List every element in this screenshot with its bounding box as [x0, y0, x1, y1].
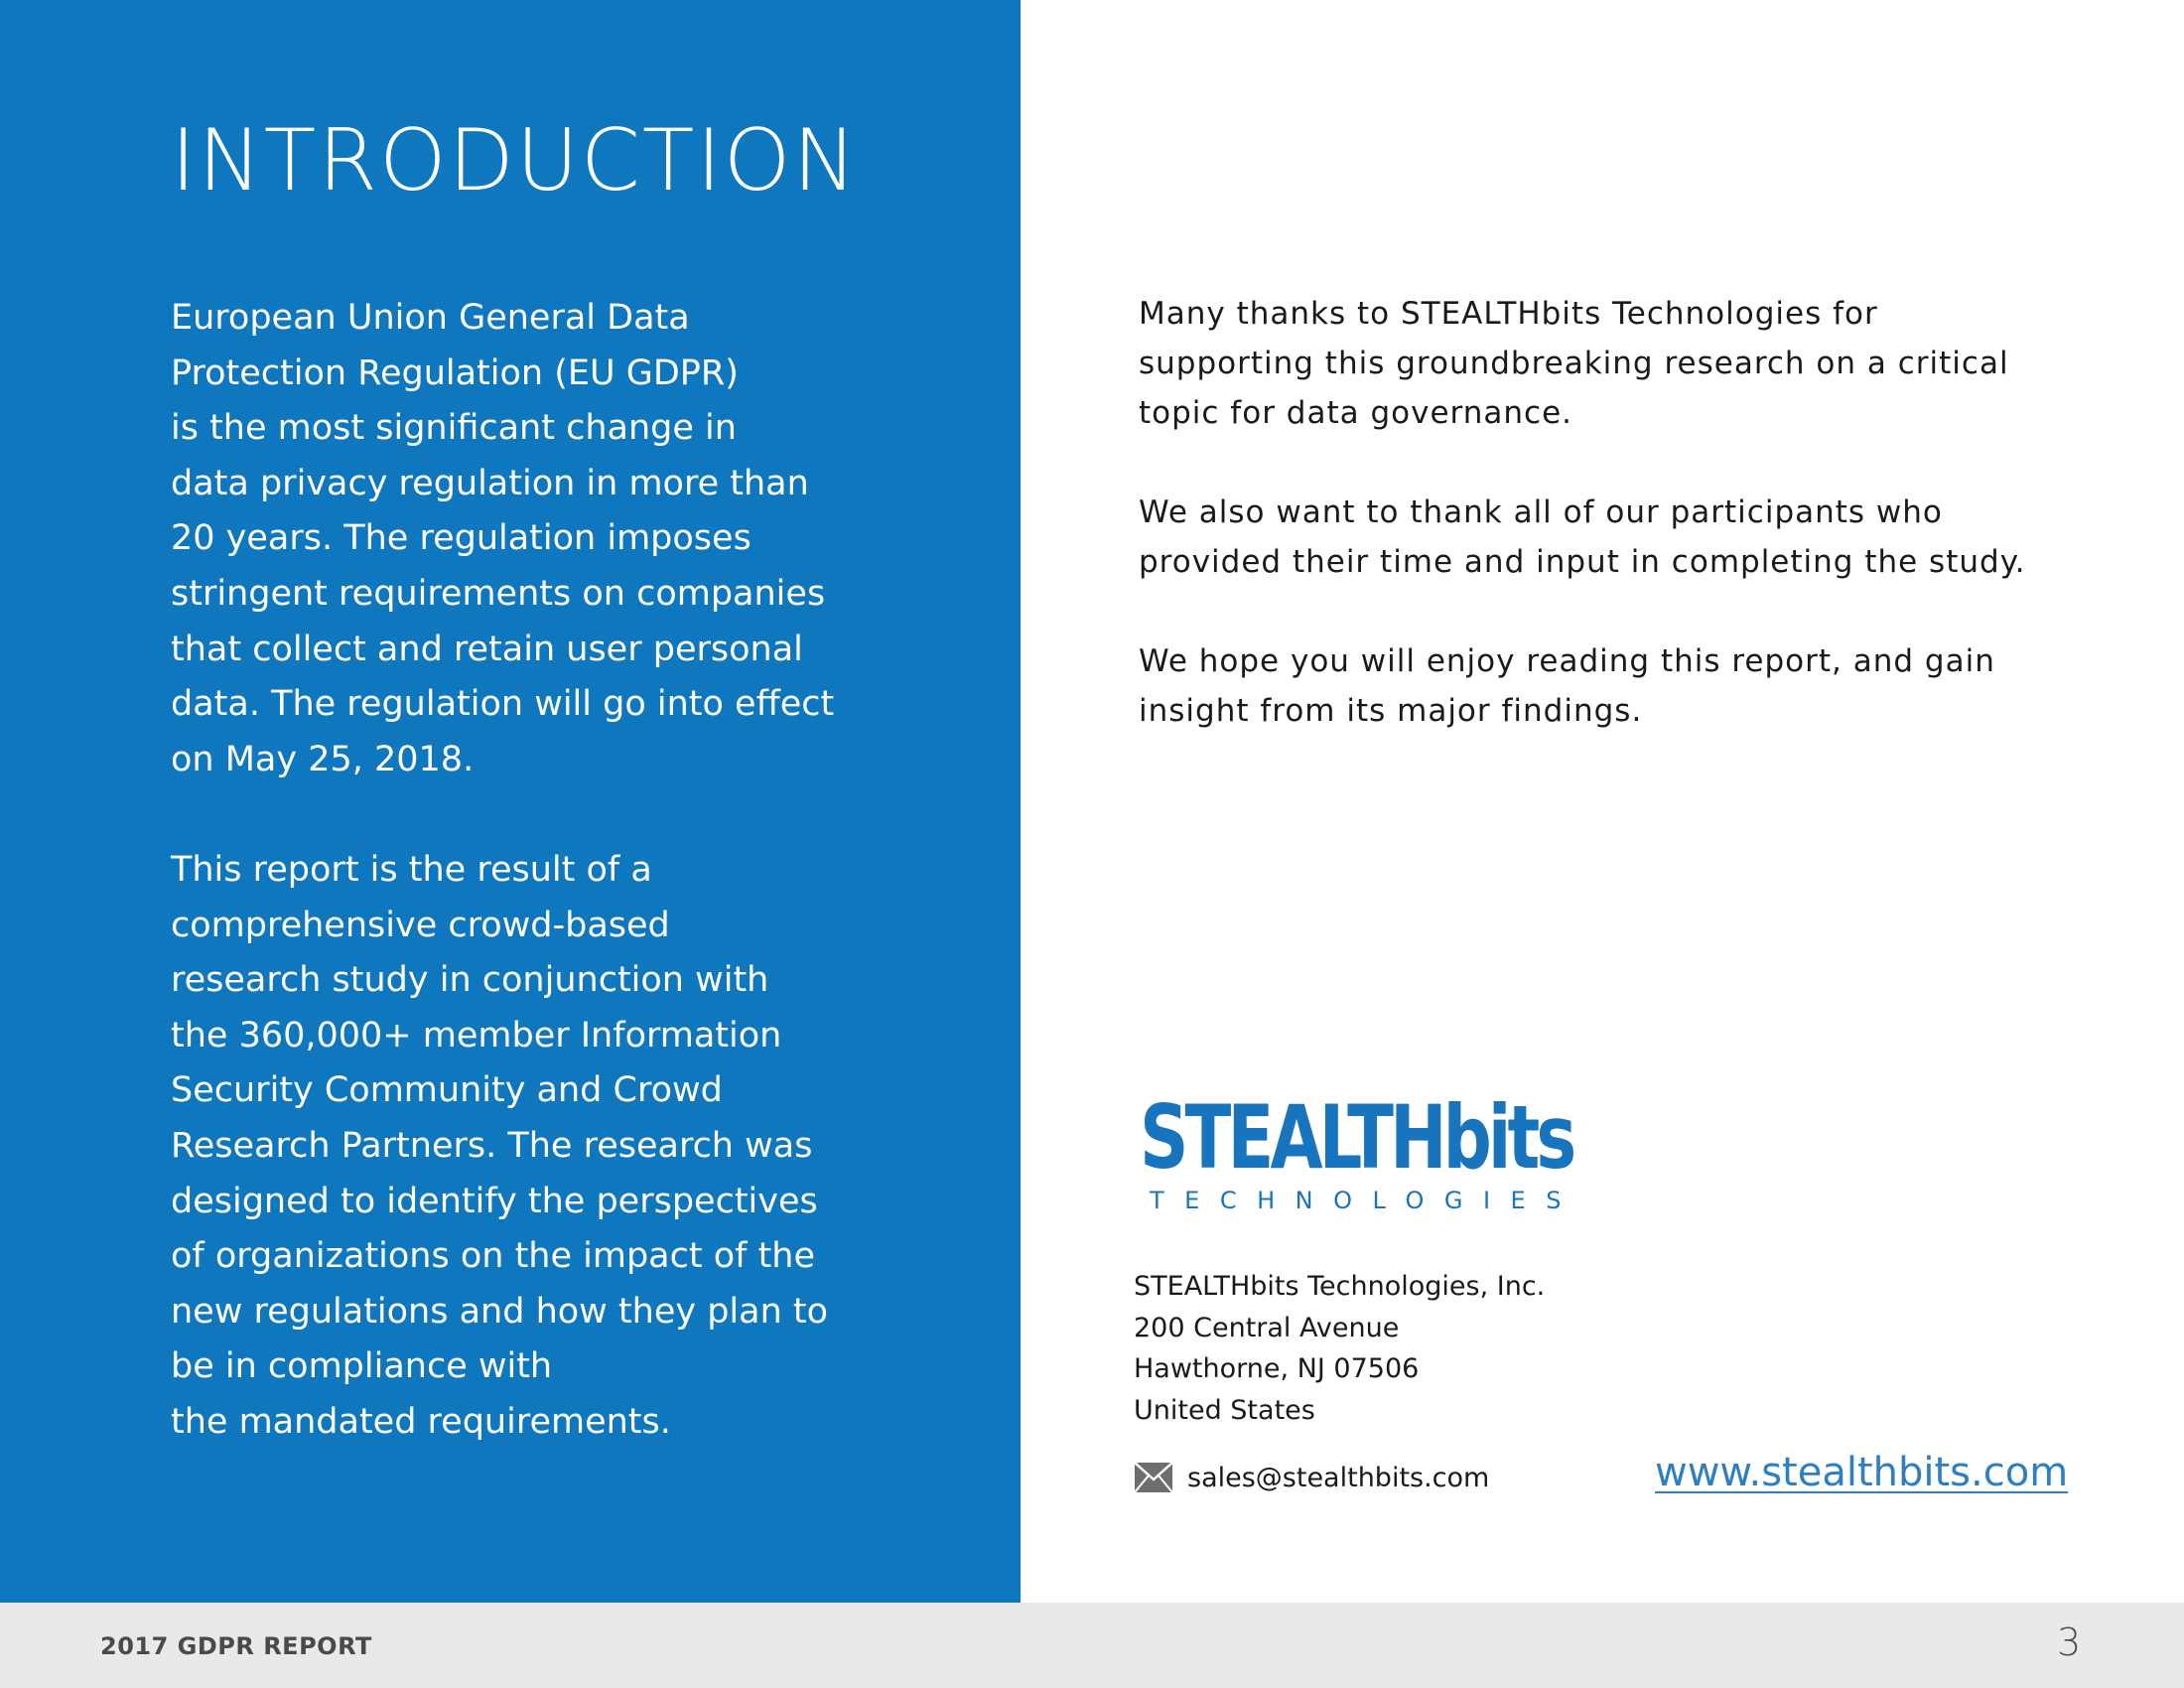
text-line: data. The regulation will go into effect — [171, 684, 835, 725]
text-line: topic for data governance. — [1139, 395, 1572, 431]
text-line: comprehensive crowd-based — [171, 905, 670, 945]
text-line: We also want to thank all of our participants who — [1139, 494, 1943, 530]
text-line: designed to identify the perspectives — [171, 1181, 818, 1221]
text-line: stringent requirements on companies — [171, 573, 826, 614]
company-logo — [1140, 1086, 1581, 1219]
intro-paragraph-1 — [171, 291, 886, 787]
text-line: the mandated requirements. — [171, 1401, 671, 1442]
text-line: of organizations on the impact of the — [171, 1236, 816, 1277]
thanks-paragraph-1 — [1139, 289, 2092, 438]
text-line: European Union General Data — [171, 298, 690, 338]
text-line: Many thanks to STEALTHbits Technologies for — [1139, 296, 1878, 332]
address-line: Hawthorne, NJ 07506 — [1134, 1353, 1420, 1384]
text-line: research study in conjunction with — [171, 960, 769, 1001]
intro-panel — [0, 0, 1021, 1603]
text-line: Research Partners. The research was — [171, 1125, 813, 1166]
text-line: be in compliance with — [171, 1346, 553, 1387]
text-line: the 360,000+ member Information — [171, 1015, 782, 1055]
text-line: We hope you will enjoy reading this report, and gain — [1139, 643, 1995, 679]
text-line: Protection Regulation (EU GDPR) — [171, 352, 739, 393]
logo-wordmark: STEALTHbits — [1140, 1086, 1573, 1189]
text-line: new regulations and how they plan to — [171, 1291, 829, 1332]
page-title: INTRODUCTION — [171, 111, 859, 211]
envelope-icon — [1134, 1461, 1173, 1494]
footer-report-title: 2017 GDPR REPORT — [100, 1632, 372, 1660]
address-line: United States — [1134, 1394, 1315, 1426]
page-number: 3 — [2057, 1620, 2082, 1664]
text-line: supporting this groundbreaking research on a critical — [1139, 346, 2009, 381]
text-line: Security Community and Crowd — [171, 1070, 723, 1111]
intro-paragraph-2 — [171, 843, 886, 1451]
company-address — [1134, 1266, 1545, 1431]
thanks-paragraph-3 — [1139, 636, 2092, 736]
text-line: provided their time and input in completing the study. — [1139, 544, 2026, 580]
email-contact[interactable] — [1134, 1458, 1489, 1497]
text-line: This report is the result of a — [171, 850, 652, 890]
email-address[interactable]: sales@stealthbits.com — [1187, 1462, 1490, 1493]
thanks-paragraph-2 — [1139, 488, 2092, 587]
text-line: on May 25, 2018. — [171, 739, 475, 779]
page-footer — [0, 1603, 2184, 1688]
text-line: data privacy regulation in more than — [171, 463, 809, 503]
website-link[interactable]: www.stealthbits.com — [1655, 1450, 2069, 1495]
address-line: STEALTHbits Technologies, Inc. — [1134, 1271, 1546, 1302]
logo-tagline: TECHNOLOGIES — [1150, 1187, 1581, 1214]
text-line: is the most significant change in — [171, 408, 737, 449]
address-line: 200 Central Avenue — [1134, 1312, 1400, 1343]
text-line: that collect and retain user personal — [171, 629, 803, 669]
text-line: insight from its major findings. — [1139, 693, 1643, 729]
text-line: 20 years. The regulation imposes — [171, 518, 751, 559]
